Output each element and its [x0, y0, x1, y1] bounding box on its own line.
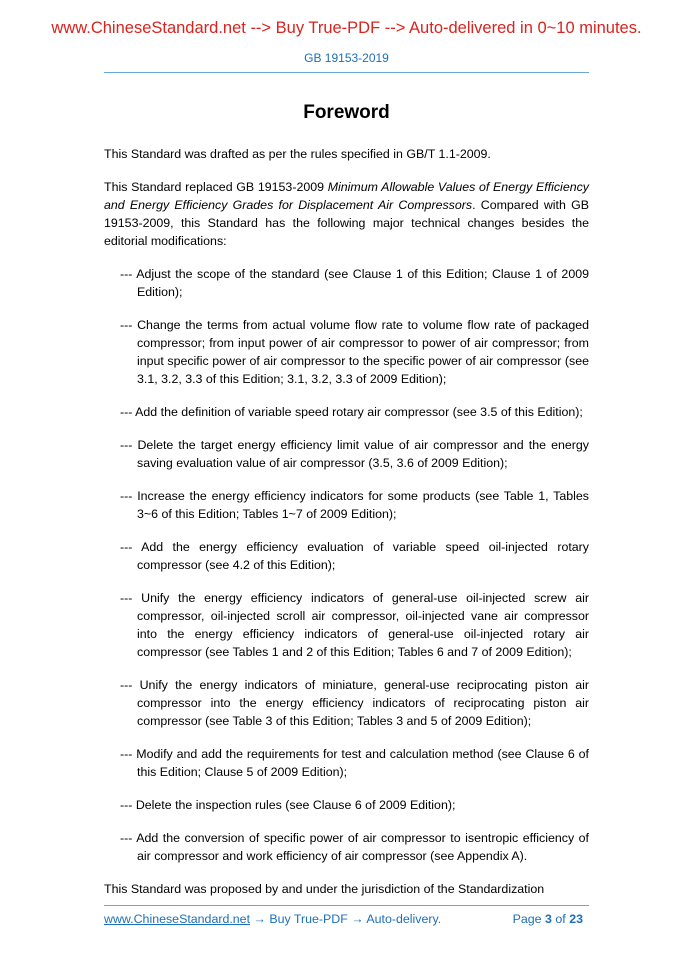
page-number — [513, 912, 583, 926]
standard-code-header: GB 19153-2019 — [304, 51, 389, 65]
footer-divider — [104, 905, 589, 906]
change-item: --- Unify the energy indicators of miniature, general-use reciprocating piston air compressor into the energy efficiency indicators of reciprocating piston air compressor (see Table 3 of this Edition; Tables 3 and 5 of 2009 Edition); — [120, 678, 589, 728]
replacement-suffix: . Compared with GB 19153-2009, this Standard has the following major technical changes besides the editorial modifications: — [104, 198, 589, 248]
change-item: --- Change the terms from actual volume flow rate to volume flow rate of packaged compressor; from input power of air compressor to power of air compressor; from input specific power of air compressor to the specific power of air compressor (see 3.1, 3.2, 3.3 of this Edition; 3.1, 3.2, 3.3 of 2009 Edition); — [120, 318, 589, 386]
promo-banner[interactable]: www.ChineseStandard.net --> Buy True-PDF --> Auto-delivered in 0~10 minutes. — [51, 19, 642, 37]
page-of-label: of — [555, 912, 566, 926]
arrow-icon: → — [347, 912, 367, 926]
footer-site-link[interactable]: www.ChineseStandard.net — [104, 912, 251, 926]
header-divider — [104, 72, 589, 73]
page-footer — [104, 912, 589, 930]
change-item: --- Delete the target energy efficiency limit value of air compressor and the energy saving evaluation value of air compressor (3.5, 3.6 of 2009 Edition); — [120, 438, 589, 470]
replacement-paragraph — [104, 178, 589, 250]
change-item: --- Add the conversion of specific power of air compressor to isentropic efficiency of air compressor and work efficiency of air compressor (see Appendix A). — [120, 831, 589, 863]
change-item: --- Increase the energy efficiency indicators for some products (see Table 1, Tables 3~6 of this Edition; Tables 1~7 of 2009 Edition); — [120, 489, 589, 521]
intro-paragraph: This Standard was drafted as per the rules specified in GB/T 1.1-2009. — [104, 147, 491, 161]
footer-buy-link[interactable]: Buy True-PDF — [269, 912, 348, 926]
page-label: Page — [512, 912, 542, 926]
closing-paragraph: This Standard was proposed by and under the jurisdiction of the Standardization — [104, 882, 545, 896]
replaced-standard-title: Minimum Allowable Values of Energy Efficiency and Energy Efficiency Grades for Displacement Air Compressors — [104, 180, 589, 212]
page-total: 23 — [569, 912, 583, 926]
replacement-prefix: This Standard replaced GB 19153-2009 — [104, 180, 328, 194]
change-list — [104, 265, 589, 865]
arrow-icon: → — [250, 912, 270, 926]
document-body — [104, 145, 589, 913]
page-title: Foreword — [303, 102, 390, 123]
footer-links — [104, 912, 441, 926]
change-item: --- Modify and add the requirements for test and calculation method (see Clause 6 of this Edition; Clause 5 of 2009 Edition); — [120, 747, 589, 779]
change-item: --- Adjust the scope of the standard (see Clause 1 of this Edition; Clause 1 of 2009 Edition); — [120, 267, 589, 299]
change-item: --- Delete the inspection rules (see Clause 6 of 2009 Edition); — [120, 798, 456, 812]
page-current: 3 — [545, 912, 552, 926]
change-item: --- Unify the energy efficiency indicators of general-use oil-injected screw air compressor, oil-injected scroll air compressor, oil-injected vane air compressor into the energy efficiency indicators of general-use oil-injected rotary air compressor (see Tables 1 and 2 of this Edition; Tables 6 and 7 of 2009 Edition); — [120, 591, 589, 659]
change-item: --- Add the energy efficiency evaluation of variable speed oil-injected rotary compressor (see 4.2 of this Edition); — [120, 540, 589, 572]
footer-delivery-text: Auto-delivery. — [366, 912, 442, 926]
change-item: --- Add the definition of variable speed rotary air compressor (see 3.5 of this Edition); — [120, 405, 583, 419]
